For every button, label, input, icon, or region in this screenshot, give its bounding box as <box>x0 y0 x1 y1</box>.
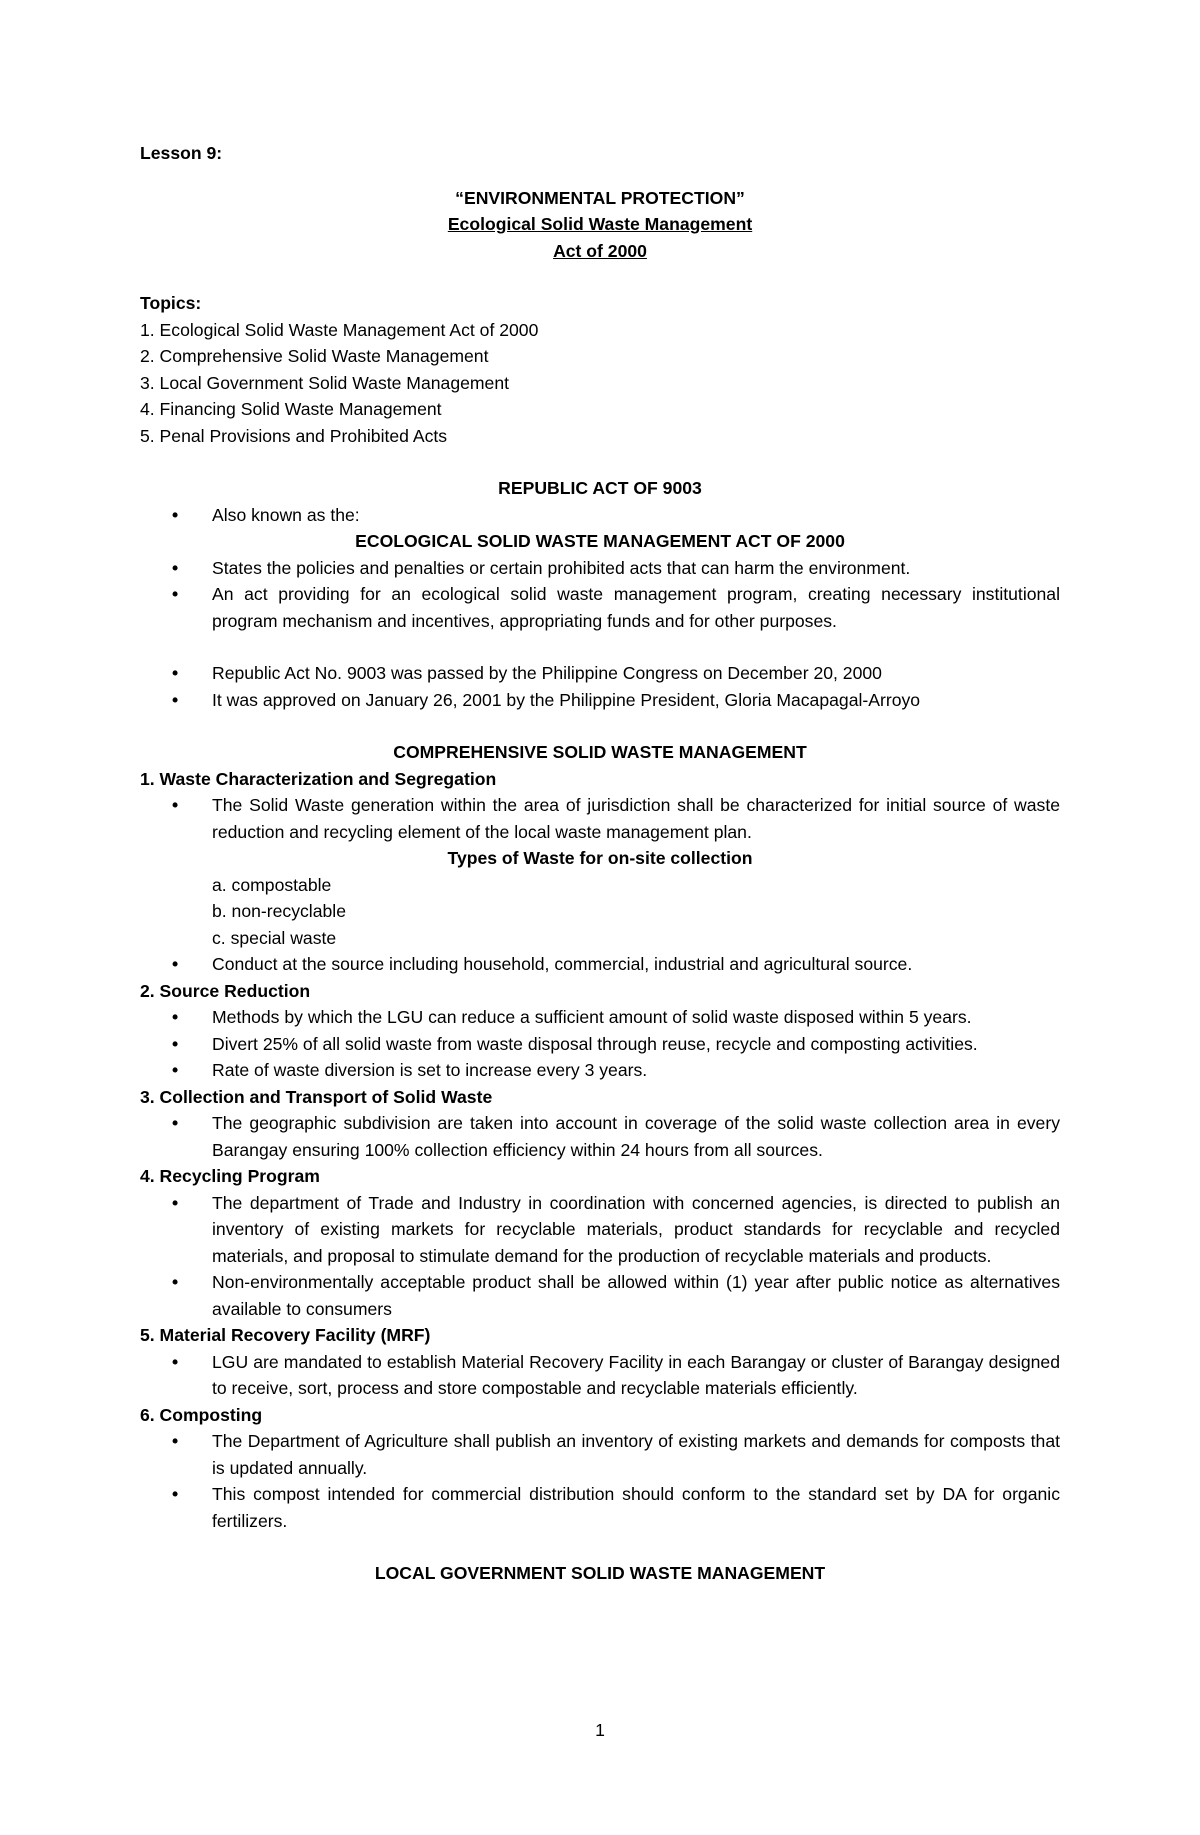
section-title: 6. Composting <box>140 1404 263 1425</box>
title-line-3: Act of 2000 <box>553 240 647 261</box>
section-title: 5. Material Recovery Facility (MRF) <box>140 1325 431 1345</box>
ra-list-2 <box>140 555 1060 635</box>
ra-bullet: • Also known as the: <box>140 502 1060 529</box>
lgswm-heading: LOCAL GOVERNMENT SOLID WASTE MANAGEMENT <box>374 1563 826 1583</box>
section-list <box>140 1428 1060 1534</box>
topic-item: 2. Comprehensive Solid Waste Management <box>140 346 489 366</box>
page-number: 1 <box>595 1720 605 1740</box>
section-list <box>140 951 1060 978</box>
section-title: 2. Source Reduction <box>140 980 311 1001</box>
section-bullet: • The geographic subdivision are taken into account in coverage of the solid waste collection area in every Barangay ensuring 100% collection efficiency within 24 hours from all sources. <box>140 1110 1060 1163</box>
lesson-label: Lesson 9: <box>140 143 223 163</box>
ra-bullet: • It was approved on January 26, 2001 by the Philippine President, Gloria Macapagal-Arroyo <box>140 687 1060 714</box>
section-bullet: • This compost intended for commercial distribution should conform to the standard set by DA for organic fertilizers. <box>140 1481 1060 1534</box>
section-bullet: • Divert 25% of all solid waste from waste disposal through reuse, recycle and composting activities. <box>140 1031 1060 1058</box>
type-item: c. special waste <box>212 927 337 948</box>
title-line-1: “ENVIRONMENTAL PROTECTION” <box>455 187 745 208</box>
section-bullet: • Conduct at the source including household, commercial, industrial and agricultural source. <box>140 951 1060 978</box>
section-bullet: • Non-environmentally acceptable product shall be allowed within (1) year after public notice as alternatives available to consumers <box>140 1269 1060 1322</box>
ra-bullet: • States the policies and penalties or certain prohibited acts that can harm the environment. <box>140 555 1060 582</box>
section-bullet: • Rate of waste diversion is set to increase every 3 years. <box>140 1057 1060 1084</box>
type-item: a. compostable <box>212 874 332 895</box>
ra-bullet: • An act providing for an ecological solid waste management program, creating necessary institutional program mechanism and incentives, appropriating funds and for other purposes. <box>140 581 1060 634</box>
ra-list-1 <box>140 502 1060 529</box>
topics-list <box>140 317 1060 450</box>
section-bullet: • The department of Trade and Industry in coordination with concerned agencies, is directed to publish an inventory of existing markets for recyclable materials, product standards for recyclable and recycled materials, and proposal to stimulate demand for the production of recyclable materials and products. <box>140 1190 1060 1270</box>
section-list <box>140 1349 1060 1402</box>
section-list <box>140 1004 1060 1084</box>
document-title <box>140 185 1060 265</box>
section-title: 3. Collection and Transport of Solid Waste <box>140 1086 493 1107</box>
section-title: 1. Waste Characterization and Segregation <box>140 768 497 789</box>
section-list <box>140 792 1060 845</box>
ra-heading: REPUBLIC ACT OF 9003 <box>498 478 702 498</box>
title-line-2: Ecological Solid Waste Management <box>447 214 753 234</box>
cswm-heading: COMPREHENSIVE SOLID WASTE MANAGEMENT <box>393 742 807 762</box>
section-title: 4. Recycling Program <box>140 1166 320 1186</box>
ra-subheading: ECOLOGICAL SOLID WASTE MANAGEMENT ACT OF 2000 <box>355 531 845 551</box>
section-bullet: • Methods by which the LGU can reduce a sufficient amount of solid waste disposed within 5 years. <box>140 1004 1060 1031</box>
topic-item: 3. Local Government Solid Waste Management <box>140 372 510 393</box>
ra-list-3 <box>140 660 1060 713</box>
ra-bullet: • Republic Act No. 9003 was passed by the Philippine Congress on December 20, 2000 <box>140 660 1060 687</box>
section-list <box>140 1110 1060 1163</box>
topic-item: 4. Financing Solid Waste Management <box>140 399 442 419</box>
section-list <box>140 1190 1060 1323</box>
topic-item: 1. Ecological Solid Waste Management Act of 2000 <box>140 319 539 340</box>
topics-label: Topics: <box>140 293 202 313</box>
topic-item: 5. Penal Provisions and Prohibited Acts <box>140 425 448 446</box>
section-bullet: • The Department of Agriculture shall publish an inventory of existing markets and demands for composts that is updated annually. <box>140 1428 1060 1481</box>
types-heading: Types of Waste for on-site collection <box>447 848 753 868</box>
section-bullet: • LGU are mandated to establish Material Recovery Facility in each Barangay or cluster of Barangay designed to receive, sort, process and store compostable and recyclable materials efficiently. <box>140 1349 1060 1402</box>
section-bullet: • The Solid Waste generation within the area of jurisdiction shall be characterized for initial source of waste reduction and recycling element of the local waste management plan. <box>140 792 1060 845</box>
type-item: b. non-recyclable <box>212 901 346 921</box>
